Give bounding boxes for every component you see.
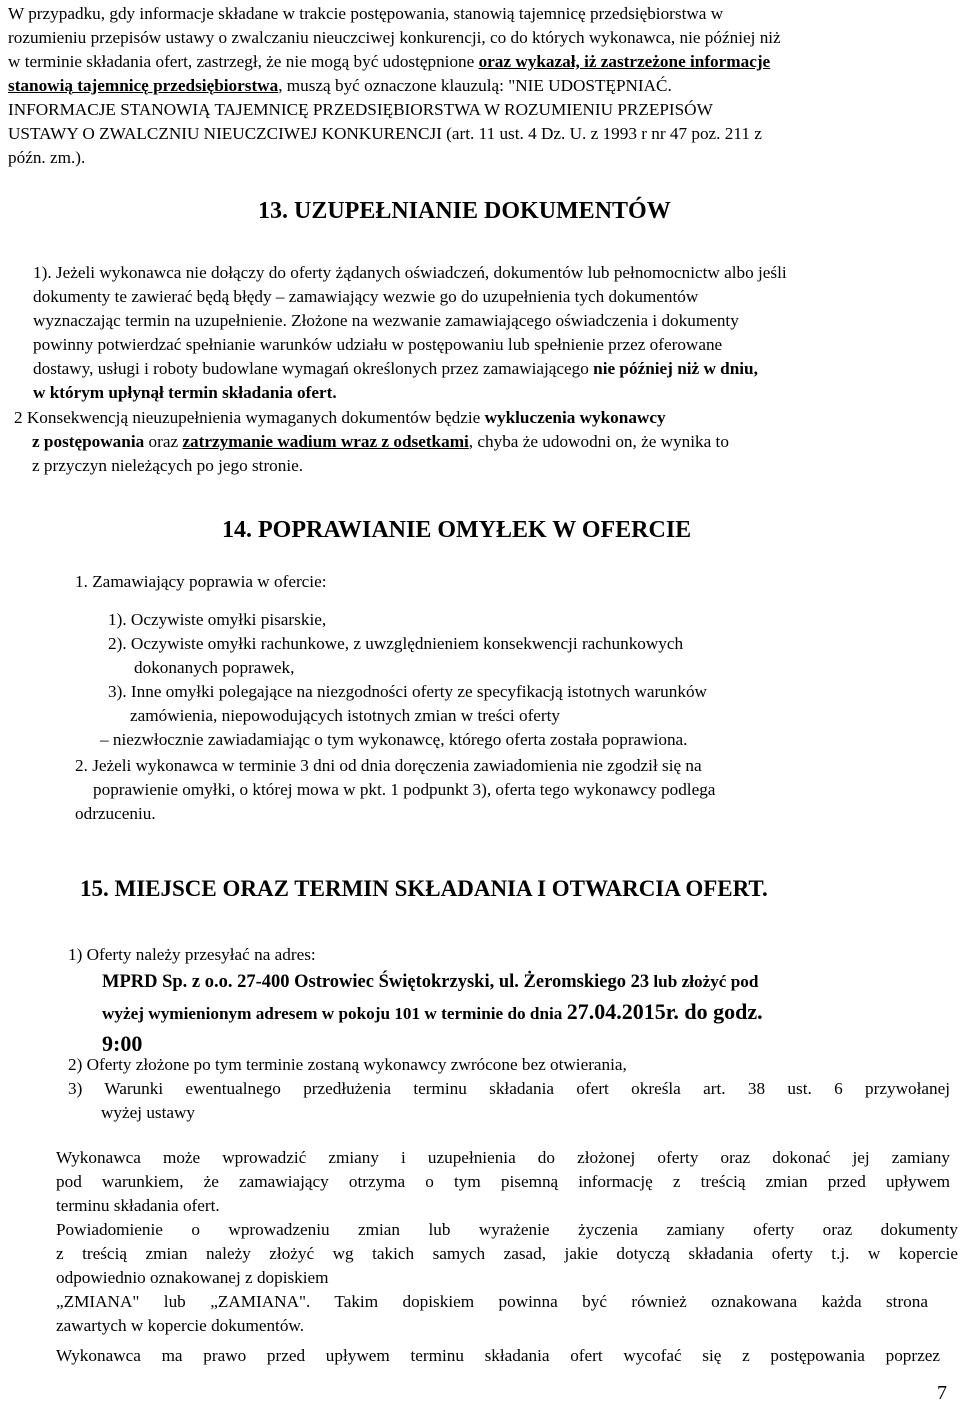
intro-line-5: INFORMACJE STANOWIĄ TAJEMNICĘ PRZEDSIĘBIORSTWA W ROZUMIENIU PRZEPISÓW: [8, 100, 713, 119]
intro-line-4: [8, 74, 942, 98]
s13-deadline-emphasis: nie później niż w dniu,: [593, 359, 758, 378]
s15-address-suffix: lub złożyć pod: [649, 972, 759, 991]
section-13-title: 13. UZUPEŁNIANIE DOKUMENTÓW: [258, 198, 671, 224]
page-number: 7: [937, 1382, 947, 1404]
s15-pb-line-1: Powiadomienie o wprowadzeniu zmian lub wyrażenie życzenia zamiany oferty oraz dokumenty: [56, 1220, 958, 1239]
section-13-paragraph-1: [33, 261, 923, 405]
s15-address-main: MPRD Sp. z o.o. 27-400 Ostrowiec Świętokrzyski, ul. Żeromskiego 23: [102, 972, 650, 992]
s15-address: [102, 967, 932, 1059]
s13-p2-conj: oraz: [144, 432, 183, 451]
intro-line-7: późn. zm.).: [8, 148, 86, 167]
s13-p1-line-2: dokumenty te zawierać będą błędy – zamawiający wezwie go do uzupełnienia tych dokumentów: [33, 287, 699, 306]
s14-sub-3b: zamówienia, niepowodujących istotnych zmian w treści oferty: [130, 706, 561, 725]
s13-p1-line-4: powinny potwierdzać spełnianie warunków udziału w postępowaniu lub spełnienie przez oferowane: [33, 335, 723, 354]
s13-p2-line-3: z przyczyn nieleżących po jego stronie.: [32, 456, 304, 475]
s13-p1-line-5-text: dostawy, usługi i roboty budowlane wymagań określonych przez zamawiającego: [33, 359, 594, 378]
s14-item-2: [75, 754, 875, 826]
s15-pb-line-2: z treścią zmian należy złożyć wg takich samych zasad, jakie dotyczą składania oferty t.j. w kopercie: [56, 1244, 958, 1263]
s15-item-1: 1) Oferty należy przesyłać na adres:: [68, 945, 316, 964]
intro-line-6: USTAWY O ZWALCZNIU NIEUCZCIWEJ KONKURENCJI (art. 11 ust. 4 Dz. U. z 1993 r nr 47 poz. 211 z: [8, 124, 762, 143]
s15-item-3: [68, 1077, 950, 1125]
s14-sub-2b: dokonanych poprawek,: [134, 658, 295, 677]
s15-pa-line-1: Wykonawca może wprowadzić zmiany i uzupełnienia do złożonej oferty oraz dokonać jej zamiany: [56, 1148, 950, 1167]
s13-proceeding-emphasis: z postępowania: [32, 432, 145, 451]
s15-pb-line-4: „ZMIANA" lub „ZAMIANA". Takim dopiskiem powinna być również oznakowana każda strona: [56, 1292, 928, 1311]
section-13-paragraph-2: [14, 406, 914, 478]
intro-line-4-text: , muszą być oznaczone klauzulą: "NIE UDOSTĘPNIAĆ.: [278, 76, 672, 95]
s15-paragraph-a: [56, 1146, 950, 1218]
s13-deposit-emphasis: zatrzymanie wadium wraz z odsetkami: [182, 432, 469, 451]
s13-p2-line-2-text: , chyba że udowodni on, że wynika to: [468, 432, 729, 451]
intro-emphasis-1: oraz wykazał, iż zastrzeżone informacje: [478, 52, 771, 71]
s13-exclusion-emphasis: wykluczenia wykonawcy: [484, 408, 666, 427]
s15-item-2: 2) Oferty złożone po tym terminie zostaną wykonawcy zwrócone bez otwierania,: [68, 1055, 627, 1074]
s14-item-2-line-2: poprawienie omyłki, o której mowa w pkt. 1 podpunkt 3), oferta tego wykonawcy podlega: [93, 780, 716, 799]
s15-address-line-1: [102, 967, 932, 997]
s14-sub-2a: 2). Oczywiste omyłki rachunkowe, z uwzględnieniem konsekwencji rachunkowych: [108, 634, 684, 653]
s13-p1-line-3: wyznaczając termin na uzupełnienie. Złożone na wezwanie zamawiającego oświadczenia i dokumenty: [33, 311, 739, 330]
intro-emphasis-2: stanowią tajemnicę przedsiębiorstwa: [8, 76, 279, 95]
intro-line-2: rozumieniu przepisów ustawy o zwalczaniu nieuczciwej konkurencji, co do których wykonawca, nie później niż: [8, 28, 781, 47]
intro-line-3-text: w terminie składania ofert, zastrzegł, że nie mogą być udostępnione: [8, 52, 479, 71]
s15-deadline-time: 9:00: [102, 1031, 143, 1056]
s15-pb-line-5: zawartych w kopercie dokumentów.: [56, 1316, 305, 1335]
intro-line-1: W przypadku, gdy informacje składane w trakcie postępowania, stanowią tajemnicę przedsiębiorstwa w: [8, 4, 724, 23]
s14-sublist: [100, 608, 920, 752]
s13-p2-line-1: [14, 406, 914, 430]
s13-p1-line-6: w którym upłynął termin składania ofert.: [33, 383, 337, 402]
s15-deadline-date: 27.04.2015r. do godz.: [566, 999, 763, 1024]
s15-address-line-2: [102, 997, 932, 1029]
s13-p1-line-5: [33, 357, 923, 381]
s15-pa-line-3: terminu składania ofert.: [56, 1196, 220, 1215]
s15-item-3-line-1: 3) Warunki ewentualnego przedłużenia terminu składania ofert określa art. 38 ust. 6 przywołanej: [68, 1079, 950, 1098]
intro-line-3: [8, 50, 942, 74]
s13-p1-line-1: 1). Jeżeli wykonawca nie dołączy do oferty żądanych oświadczeń, dokumentów lub pełnomocnictw albo jeśli: [33, 263, 787, 282]
s13-p2-line-2: [14, 430, 914, 454]
s15-item-3-line-2: wyżej ustawy: [101, 1103, 196, 1122]
s15-paragraph-c: Wykonawca ma prawo przed upływem terminu składania ofert wycofać się z postępowania poprzez: [56, 1346, 940, 1365]
s14-item-2-line-1: 2. Jeżeli wykonawca w terminie 3 dni od dnia doręczenia zawiadomienia nie zgodził się na: [75, 756, 702, 775]
s14-sub-3c: – niezwłocznie zawiadamiając o tym wykonawcę, którego oferta została poprawiona.: [100, 730, 688, 749]
s15-pb-line-3: odpowiednio oznakowanej z dopiskiem: [56, 1268, 329, 1287]
s15-paragraph-b: [56, 1218, 958, 1338]
s14-item-2-line-3: odrzuceniu.: [75, 804, 156, 823]
s15-pa-line-2: pod warunkiem, że zamawiający otrzyma o tym pisemną informację z treścią zmian przed upływem: [56, 1172, 950, 1191]
s14-sub-3a: 3). Inne omyłki polegające na niezgodności oferty ze specyfikacją istotnych warunków: [108, 682, 707, 701]
s14-item-1: 1. Zamawiający poprawia w ofercie:: [75, 572, 327, 591]
s14-sub-1: 1). Oczywiste omyłki pisarskie,: [108, 610, 327, 629]
s15-address-room: wyżej wymienionym adresem w pokoju 101 w terminie do dnia: [102, 1004, 567, 1023]
section-15-title: 15. MIEJSCE ORAZ TERMIN SKŁADANIA I OTWARCIA OFERT.: [80, 876, 768, 901]
intro-paragraph: [8, 2, 942, 170]
section-14-title: 14. POPRAWIANIE OMYŁEK W OFERCIE: [222, 517, 692, 543]
s13-p2-line-1-text: 2 Konsekwencją nieuzupełnienia wymaganych dokumentów będzie: [14, 408, 485, 427]
